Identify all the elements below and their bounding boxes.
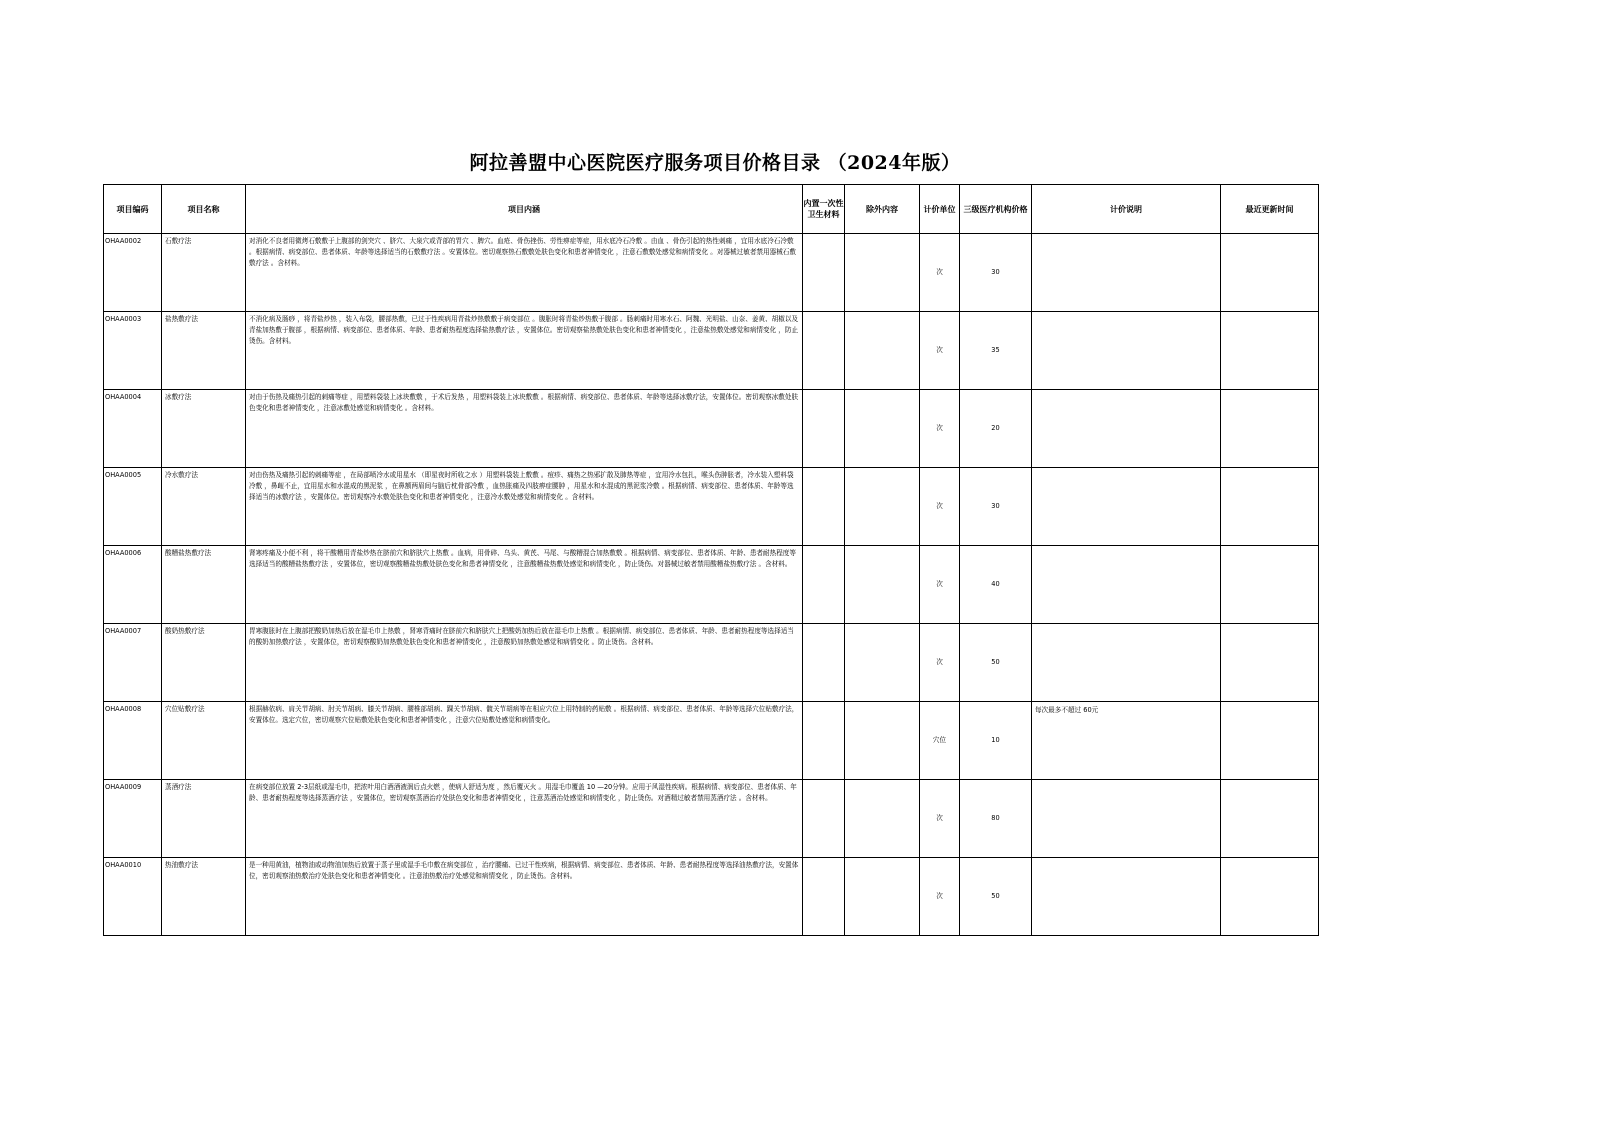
row-excluded xyxy=(845,702,920,780)
table-row xyxy=(104,624,1319,702)
row-price: 10 xyxy=(960,702,1032,780)
row-updated xyxy=(1221,468,1319,546)
row-consumable xyxy=(803,312,845,390)
table-row xyxy=(104,468,1319,546)
row-code: OHAA0006 xyxy=(104,546,162,624)
row-consumable xyxy=(803,624,845,702)
row-updated xyxy=(1221,702,1319,780)
row-consumable xyxy=(803,546,845,624)
price-table xyxy=(103,184,1319,936)
header-code: 项目编码 xyxy=(104,185,162,234)
row-name: 石敷疗法 xyxy=(162,234,246,312)
row-code: OHAA0010 xyxy=(104,858,162,936)
table-row xyxy=(104,546,1319,624)
row-content: 根据赫依病、肩关节胡病、肘关节胡病、膝关节胡病、腰椎部胡病、踝关节胡病、髋关节胡病等在相应穴位上用特制的药贴敷 。根据病情、病变部位、患者体质、年龄等选择穴位贴敷疗法，安置体位。选定穴位，密切观察穴位贴敷处肤色变化和患者神情变化 ，注意穴位贴敷处感觉和病情变化。 xyxy=(246,702,803,780)
row-content: 是一种用黄油，植物油或动物油加热后放置于蒸子里或湿手毛巾敷在病变部位 ，治疗腰痛、已过干性疾病，根据病情、病变部位、患者体质、年龄、患者耐热程度等选择油热敷疗法，安置体位，密切观察油热敷治疗处肤色变化和患者神情变化 。注意油热敷治疗处感觉和病情变化 ，防止烫伤。含材料。 xyxy=(246,858,803,936)
row-name: 酸糟盐热敷疗法 xyxy=(162,546,246,624)
row-consumable xyxy=(803,390,845,468)
row-price: 30 xyxy=(960,468,1032,546)
row-content: 不消化病及肠痧 ，将青盐炒热 ，装入布袋，腰部热敷，已过于性疾病用青盐炒热敷敷于病变部位 。腹胀时将青盐炒热敷于腹部 。肠刺痛时用寒水石、阿魏、光明盐、山奈、姜黄、胡椒以及青盐加热敷于腹部 ，根据病情、病变部位、患者体质、年龄、患者耐热程度选择盐热敷疗法 ，安置体位。密切观察盐热敷处肤色变化和患者神情变化 ，注意盐热敷处感觉和病情变化 ，防止烫伤。含材料。 xyxy=(246,312,803,390)
header-consumable: 内置一次性卫生材料 xyxy=(803,185,845,234)
row-excluded xyxy=(845,546,920,624)
row-code: OHAA0004 xyxy=(104,390,162,468)
row-consumable xyxy=(803,702,845,780)
header-updated: 最近更新时间 xyxy=(1221,185,1319,234)
row-unit: 次 xyxy=(920,312,960,390)
row-note: 每次最多不超过 60元 xyxy=(1032,702,1221,780)
row-content: 在病变部位放置 2-3层纸或湿毛巾，把浓叶用白酒酒液润后点火燃 ，使病人舒适为度 ，然后覆灭火 。用湿毛巾覆盖 10 —20分钟。应用于风湿性疾病。根据病情、病变部位、患者体质、年龄、患者耐热程度等选择蒸酒疗法 ，安置体位，密切观察蒸酒治疗处肤色变化和患者神情变化 ，注意蒸酒治处感觉和病情变化 ，防止烫伤。对酒精过敏者禁用蒸酒疗法 。含材料。 xyxy=(246,780,803,858)
row-code: OHAA0002 xyxy=(104,234,162,312)
row-content: 对由伤热及痛热引起的刺痛等症 ，在局部喷冷水或用星水 （即星夜时所收之水 ）用塑料袋装上敷敷 。痘疹、痛热之热邪扩散及肺热等症 ，宜用冷水包扎，喉头伤肿胀者，冷水装入塑料袋冷敷 ，鼻衄不止，宜用星水和水混成的黑泥浆 ，在鼻额两眉间与脑后枕骨部冷敷 ，血热胀痛及四肢痹症腰肿 ，用星水和水混成的黑泥浆冷敷 。根据病情、病变部位、患者体质、年龄等选择适当的冰敷疗法 ，安置体位。密切观察冷水敷处肤色变化和患者神情变化 ，注意冷水敷处感觉和病情变化 。含材料。 xyxy=(246,468,803,546)
row-updated xyxy=(1221,858,1319,936)
row-consumable xyxy=(803,858,845,936)
row-consumable xyxy=(803,234,845,312)
row-price: 35 xyxy=(960,312,1032,390)
header-excluded: 除外内容 xyxy=(845,185,920,234)
row-content: 对消化不良者用微烤石敷敷于上腹部的剑突穴 、脐穴、大泉穴或背部的胃穴 、脾穴。血疮、骨伤挫伤、劳性痹症等症，用水底冷石冷敷 。由血 、骨伤引起的热性刺痛 ，宜用水底冷石冷敷 。根据病情、病变部位、患者体质、年龄等选择适当的石敷敷疗法 。安置体位。密切观察热石敷敷处肤色变化和患者神情变化 ，注意石敷敷处感觉和病情变化 。对器械过敏者禁用器械石敷敷疗法 。含材料。 xyxy=(246,234,803,312)
row-unit: 穴位 xyxy=(920,702,960,780)
page-title: 阿拉善盟中心医院医疗服务项目价格目录 （2024年版） xyxy=(469,152,961,174)
row-excluded xyxy=(845,468,920,546)
header-note: 计价说明 xyxy=(1032,185,1221,234)
row-unit: 次 xyxy=(920,234,960,312)
table-row xyxy=(104,780,1319,858)
row-excluded xyxy=(845,234,920,312)
header-name: 项目名称 xyxy=(162,185,246,234)
row-unit: 次 xyxy=(920,390,960,468)
row-code: OHAA0005 xyxy=(104,468,162,546)
row-price: 30 xyxy=(960,234,1032,312)
header-price: 三级医疗机构价格 xyxy=(960,185,1032,234)
row-name: 蒸酒疗法 xyxy=(162,780,246,858)
table-row xyxy=(104,390,1319,468)
row-note xyxy=(1032,780,1221,858)
table-row xyxy=(104,234,1319,312)
row-note xyxy=(1032,312,1221,390)
row-code: OHAA0008 xyxy=(104,702,162,780)
table-row xyxy=(104,702,1319,780)
row-price: 20 xyxy=(960,390,1032,468)
row-name: 冰敷疗法 xyxy=(162,390,246,468)
row-code: OHAA0009 xyxy=(104,780,162,858)
row-updated xyxy=(1221,546,1319,624)
row-price: 50 xyxy=(960,624,1032,702)
table-header-row xyxy=(104,185,1319,234)
row-updated xyxy=(1221,390,1319,468)
row-name: 热油敷疗法 xyxy=(162,858,246,936)
row-content: 对由于伤热及痛热引起的刺痛等症 ，用塑料袋装上冰块敷敷 ，于术后发热 ，用塑料袋装上冰块敷敷 。根据病情、病变部位、患者体质、年龄等选择冰敷疗法，安置体位。密切观察冰敷处肤色变化和患者神情变化 ，注意冰敷处感觉和病情变化 。含材料。 xyxy=(246,390,803,468)
row-unit: 次 xyxy=(920,624,960,702)
row-excluded xyxy=(845,780,920,858)
row-code: OHAA0007 xyxy=(104,624,162,702)
row-note xyxy=(1032,468,1221,546)
row-note xyxy=(1032,624,1221,702)
table-row xyxy=(104,312,1319,390)
row-name: 穴位贴敷疗法 xyxy=(162,702,246,780)
header-unit: 计价单位 xyxy=(920,185,960,234)
row-unit: 次 xyxy=(920,780,960,858)
row-note xyxy=(1032,390,1221,468)
row-content: 肾寒疼痛及小便不利 ，将干酸糟用青盐炒热在脐前穴和脐肤穴上热敷 。血病，用骨碎、乌头、黄芪、马尾、与酸糟混合加热敷敷 。根据病情、病变部位、患者体质、年龄、患者耐热程度等选择适当的酸糟盐热敷疗法 ，安置体位，密切观察酸糟盐热敷处肤色变化和患者神情变化 ，注意酸糟盐热敷处感觉和病情变化 ，防止烫伤。对器械过敏者禁用酸糟盐热敷疗法 。含材料。 xyxy=(246,546,803,624)
row-unit: 次 xyxy=(920,468,960,546)
table-row xyxy=(104,858,1319,936)
row-name: 酸奶热敷疗法 xyxy=(162,624,246,702)
row-unit: 次 xyxy=(920,858,960,936)
row-excluded xyxy=(845,858,920,936)
row-note xyxy=(1032,234,1221,312)
row-unit: 次 xyxy=(920,546,960,624)
row-content: 胃寒腹胀时在上腹部把酸奶加热后放在湿毛巾上热敷 ，肾寒背痛时在脐前穴和脐肤穴上把酸奶加热后放在湿毛巾上热敷 。根据病情、病变部位、患者体质、年龄、患者耐热程度等选择适当的酸奶加热敷疗法 ，安置体位，密切观察酸奶加热敷处肤色变化和患者神情变化 ，注意酸奶加热敷处感觉和病情变化 。防止烫伤。含材料。 xyxy=(246,624,803,702)
row-updated xyxy=(1221,780,1319,858)
row-price: 50 xyxy=(960,858,1032,936)
row-consumable xyxy=(803,780,845,858)
header-content: 项目内涵 xyxy=(246,185,803,234)
row-note xyxy=(1032,858,1221,936)
row-name: 盐热敷疗法 xyxy=(162,312,246,390)
row-updated xyxy=(1221,234,1319,312)
row-consumable xyxy=(803,468,845,546)
row-price: 80 xyxy=(960,780,1032,858)
row-code: OHAA0003 xyxy=(104,312,162,390)
row-updated xyxy=(1221,624,1319,702)
row-price: 40 xyxy=(960,546,1032,624)
row-excluded xyxy=(845,624,920,702)
row-note xyxy=(1032,546,1221,624)
row-name: 冷水敷疗法 xyxy=(162,468,246,546)
row-excluded xyxy=(845,390,920,468)
row-updated xyxy=(1221,312,1319,390)
row-excluded xyxy=(845,312,920,390)
